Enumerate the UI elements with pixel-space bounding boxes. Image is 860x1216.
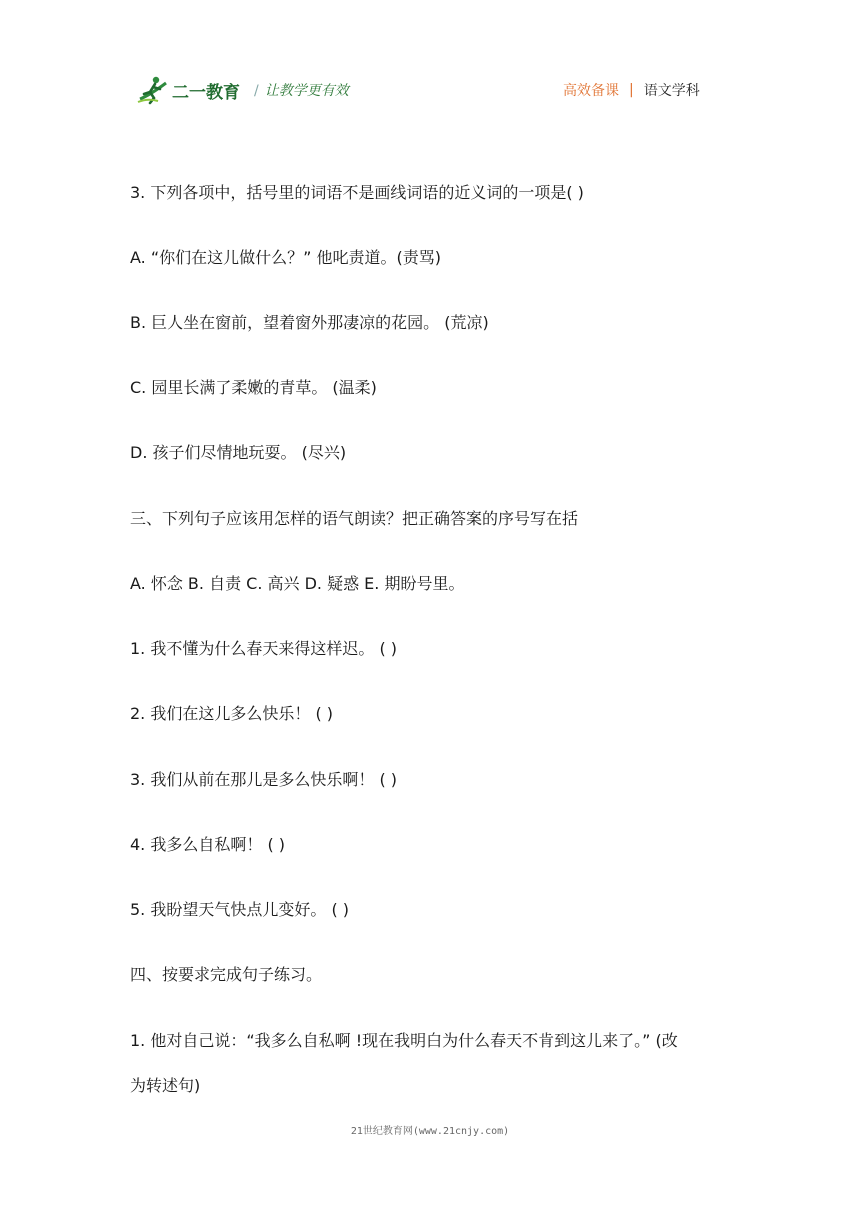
option-b: B. 巨人坐在窗前，望着窗外那凄凉的花园。 (荒凉): [130, 313, 489, 332]
header-subject: [563, 80, 700, 100]
section-3-heading: 三、下列句子应该用怎样的语气朗读？把正确答案的序号写在括: [130, 509, 579, 528]
slogan-slash: /: [254, 83, 259, 99]
tone-item-2: 2. 我们在这儿多么快乐！ ( ): [130, 704, 334, 723]
page-footer: 21世纪教育网(www.21cnjy.com): [350, 1126, 510, 1137]
tone-item-3: 3. 我们从前在那儿是多么快乐啊！ ( ): [130, 770, 398, 789]
logo: [136, 74, 240, 106]
option-c: C. 园里长满了柔嫩的青草。 (温柔): [130, 378, 377, 397]
slogan: [254, 80, 349, 100]
header-label-subject: 语文学科: [643, 83, 700, 99]
tone-item-1: 1. 我不懂为什么春天来得这样迟。 ( ): [130, 639, 398, 658]
tone-choices: A. 怀念 B. 自责 C. 高兴 D. 疑惑 E. 期盼号里。: [130, 574, 465, 593]
runner-logo-icon: [136, 75, 170, 105]
question-3-stem: 3. 下列各项中，括号里的词语不是画线词语的近义词的一项是( ): [130, 183, 584, 202]
tone-item-4: 4. 我多么自私啊！ ( ): [130, 835, 286, 854]
sentence-exercise-1-cont: 为转述句): [130, 1076, 201, 1095]
logo-text: 二一教育: [172, 82, 240, 103]
sentence-exercise-1: 1. 他对自己说：“我多么自私啊 !现在我明白为什么春天不肯到这儿来了。” (改: [130, 1031, 678, 1050]
option-d: D. 孩子们尽情地玩耍。 (尽兴): [130, 443, 347, 462]
tone-item-5: 5. 我盼望天气快点儿变好。 ( ): [130, 900, 350, 919]
section-4-heading: 四、按要求完成句子练习。: [130, 965, 323, 984]
slogan-text: 让教学更有效: [264, 83, 349, 99]
header-separator: |: [629, 82, 634, 98]
option-a: A. “你们在这儿做什么？” 他叱责道。(责骂): [130, 248, 441, 267]
page-header: [0, 0, 860, 130]
header-label-prep: 高效备课: [563, 83, 619, 99]
